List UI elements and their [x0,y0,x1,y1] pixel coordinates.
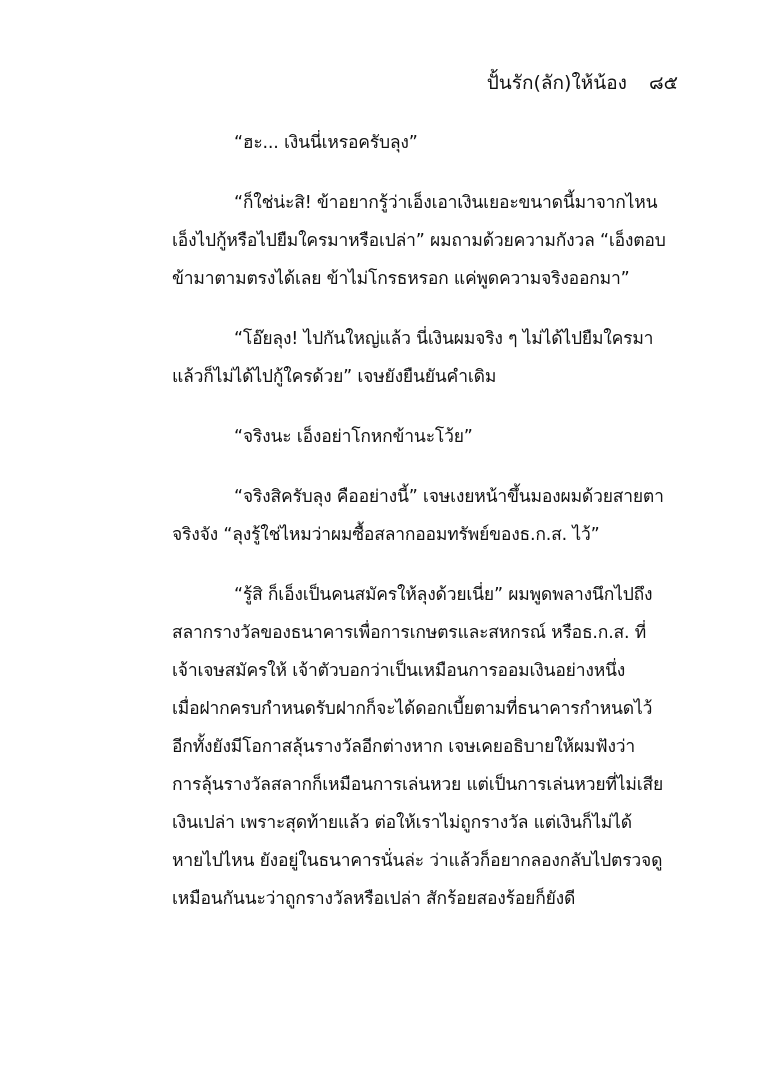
text-line: การลุ้นรางวัลสลากก็เหมือนการเล่นหวย แต่เป็นการเล่นหวยที่ไม่เสีย [172,775,664,795]
page-number: ๘๕ [648,72,678,94]
text-line: เมื่อฝากครบกำหนดรับฝากก็จะได้ดอกเบี้ยตามที่ธนาคารกำหนดไว้ [172,699,653,719]
text-line: “ฮะ... เงินนี่เหรอครับลุง” [234,133,418,153]
text-line: “ก็ใช่น่ะสิ! ข้าอยากรู้ว่าเอ็งเอาเงินเยอะขนาดนี้มาจากไหน [234,193,658,213]
text-line: อีกทั้งยังมีโอกาสลุ้นรางวัลอีกต่างหาก เจษเคยอธิบายให้ผมฟังว่า [172,737,636,757]
body-text [172,124,680,918]
text-line: เจ้าเจษสมัครให้ เจ้าตัวบอกว่าเป็นเหมือนการออมเงินอย่างหนึ่ง [172,661,626,681]
text-line: “จริงสิครับลุง คืออย่างนี้” เจษเงยหน้าขึ้นมองผมด้วยสายตา [234,487,664,507]
text-line: แล้วก็ไม่ได้ไปกู้ใครด้วย” เจษยังยืนยันคำเดิม [172,367,497,387]
text-line: หายไปไหน ยังอยู่ในธนาคารนั่นล่ะ ว่าแล้วก็อยากลองกลับไปตรวจดู [172,851,663,871]
text-line: “จริงนะ เอ็งอย่าโกหกข้านะโว้ย” [234,427,473,447]
text-line: “โอ๊ยลุง! ไปกันใหญ่แล้ว นี่เงินผมจริง ๆ ไม่ได้ไปยืมใครมา [234,329,654,349]
text-line: เอ็งไปกู้หรือไปยืมใครมาหรือเปล่า” ผมถามด้วยความกังวล “เอ็งตอบ [172,231,666,251]
book-title: ปั้นรัก(ลัก)ให้น้อง [486,72,627,94]
text-line: ข้ามาตามตรงได้เลย ข้าไม่โกรธหรอก แค่พูดความจริงออกมา” [172,269,630,289]
text-line: เงินเปล่า เพราะสุดท้ายแล้ว ต่อให้เราไม่ถูกรางวัล แต่เงินก็ไม่ได้ [172,813,632,833]
running-header [487,70,678,96]
text-line: จริงจัง “ลุงรู้ใช่ไหมว่าผมซื้อสลากออมทรัพย์ของธ.ก.ส. ไว้” [172,525,600,545]
text-line: สลากรางวัลของธนาคารเพื่อการเกษตรและสหกรณ์ หรือธ.ก.ส. ที่ [172,623,647,643]
text-line: เหมือนกันนะว่าถูกรางวัลหรือเปล่า สักร้อยสองร้อยก็ยังดี [172,889,576,909]
text-line: “รู้สิ ก็เอ็งเป็นคนสมัครให้ลุงด้วยเนี่ย” ผมพูดพลางนึกไปถึง [234,585,653,605]
